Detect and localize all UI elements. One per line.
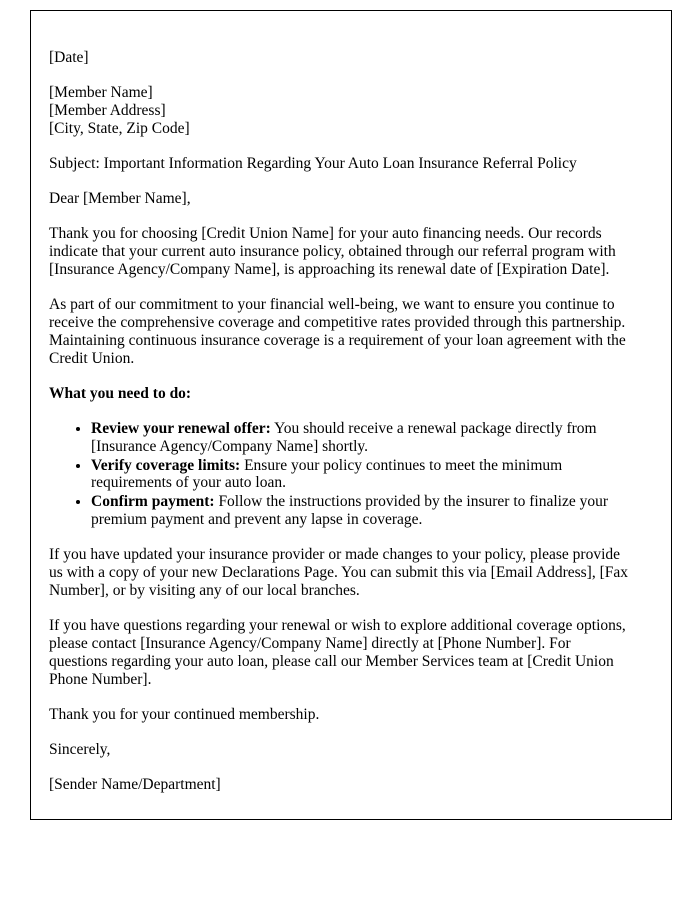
bullet-text: You should receive a renewal package directly from [Insurance Agency/Company Name] shortly. (91, 419, 597, 455)
signoff: Sincerely, (49, 741, 111, 759)
paragraph-4: If you have questions regarding your renewal or wish to explore additional coverage options, please contact [Insurance Agency/Company Name] directly at [Phone Number]. For questions regarding your auto loan, please call our Member Services team at [Credit Union Phone Number]. (49, 617, 626, 689)
recipient-address: [Member Address] (49, 101, 166, 119)
bullet-lead: Verify coverage limits: (91, 456, 241, 474)
list-item (91, 420, 629, 456)
sender-name: [Sender Name/Department] (49, 776, 221, 794)
paragraph-2: As part of our commitment to your financial well-being, we want to ensure you continue to receive the comprehensive coverage and competitive rates provided through this partnership. Maintaining continuous insurance coverage is a requirement of your loan agreement with the Credit Union. (49, 295, 626, 367)
bullet-text: Follow the instructions provided by the insurer to finalize your premium payment and prevent any lapse in coverage. (91, 493, 609, 529)
bullet-lead: Review your renewal offer: (91, 419, 271, 437)
recipient-name: [Member Name] (49, 83, 153, 101)
paragraph-3: If you have updated your insurance provider or made changes to your policy, please provide us with a copy of your new Declarations Page. You can submit this via [Email Address], [Fax Number], or by visiting any of our local branches. (49, 546, 629, 600)
bullet-text: Ensure your policy continues to meet the minimum requirements of your auto loan. (91, 456, 563, 492)
letter-page (30, 10, 672, 820)
letter-date: [Date] (49, 49, 89, 66)
section-heading: What you need to do: (49, 384, 192, 402)
salutation: Dear [Member Name], (49, 189, 191, 207)
subject-line: Subject: Important Information Regarding Your Auto Loan Insurance Referral Policy (49, 154, 577, 172)
recipient-block (49, 84, 629, 138)
closing-thanks: Thank you for your continued membership. (49, 706, 320, 724)
bullet-lead: Confirm payment: (91, 493, 215, 511)
paragraph-1: Thank you for choosing [Credit Union Name] for your auto financing needs. Our records indicate that your current auto insurance policy, obtained through our referral program with [Insurance Agency/Company Name], is approaching its renewal date of [Expiration Date]. (49, 224, 616, 278)
action-list (49, 420, 629, 530)
recipient-city-state-zip: [City, State, Zip Code] (49, 119, 190, 137)
list-item (91, 457, 629, 493)
list-item (91, 493, 629, 529)
